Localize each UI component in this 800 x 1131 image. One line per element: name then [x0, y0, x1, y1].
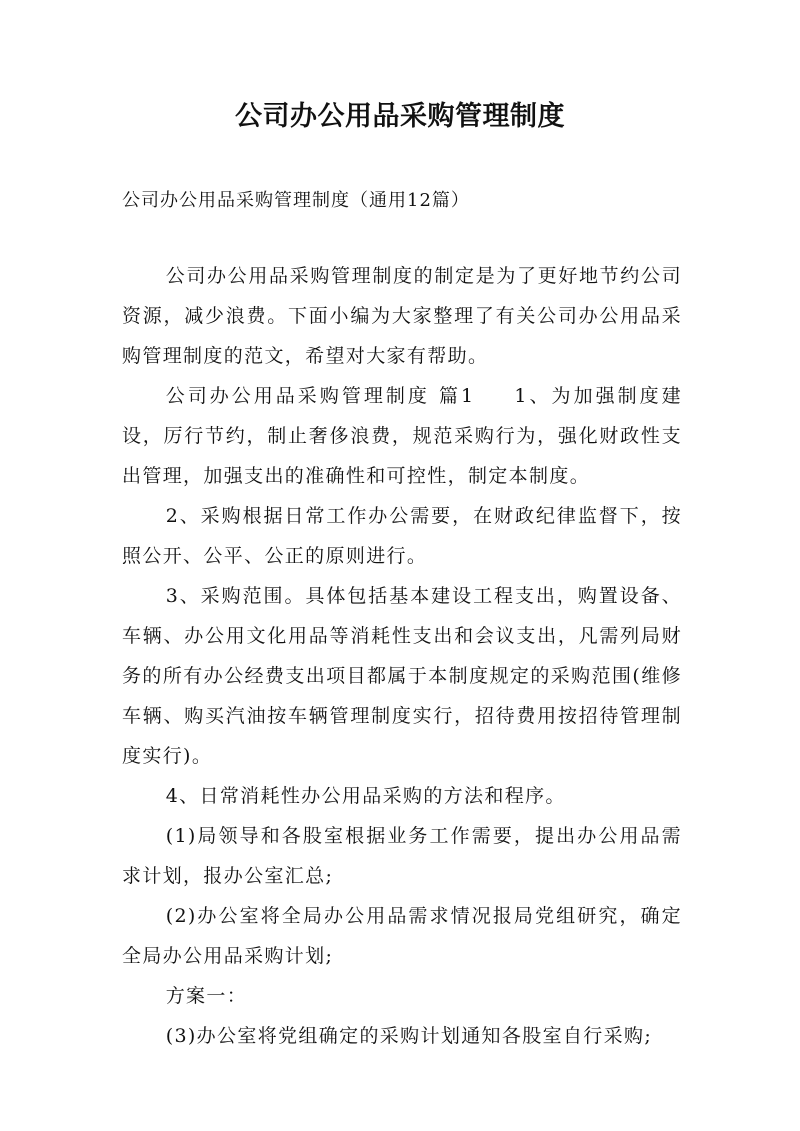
step-2-paragraph: (2)办公室将全局办公用品需求情况报局党组研究，确定全局办公用品采购计划; [122, 905, 682, 967]
chapter-first-clause: 1、为加强制度建设，厉行节约，制止奢侈浪费，规范采购行为，强化财政性支出管理，加强支出的准确性和可控性，制定本制度。 [122, 385, 682, 487]
document-subtitle: 公司办公用品采购管理制度（通用12篇） [122, 190, 470, 211]
chapter-paragraph [122, 376, 682, 496]
step-3-paragraph: (3)办公室将党组确定的采购计划通知各股室自行采购; [165, 1025, 653, 1047]
step-1-paragraph: (1)局领导和各股室根据业务工作需要，提出办公用品需求计划，报办公室汇总; [122, 825, 682, 887]
chapter-heading: 公司办公用品采购管理制度 篇1 [165, 385, 475, 407]
document-body [122, 256, 682, 1056]
intro-paragraph: 公司办公用品采购管理制度的制定是为了更好地节约公司资源，减少浪费。下面小编为大家整理了有关公司办公用品采购管理制度的范文，希望对大家有帮助。 [122, 265, 682, 367]
option-1-heading: 方案一： [165, 985, 248, 1007]
clause-2-paragraph: 2、采购根据日常工作办公需要，在财政纪律监督下，按照公开、公平、公正的原则进行。 [122, 505, 682, 567]
document-title: 公司办公用品采购管理制度 [235, 101, 565, 132]
clause-4-paragraph: 4、日常消耗性办公用品采购的方法和程序。 [165, 785, 566, 807]
clause-3-paragraph: 3、采购范围。具体包括基本建设工程支出，购置设备、车辆、办公用文化用品等消耗性支出和会议支出，凡需列局财务的所有办公经费支出项目都属于本制度规定的采购范围(维修车辆、购买汽油按车辆管理制度实行，招待费用按招待管理制度实行)。 [122, 585, 682, 767]
